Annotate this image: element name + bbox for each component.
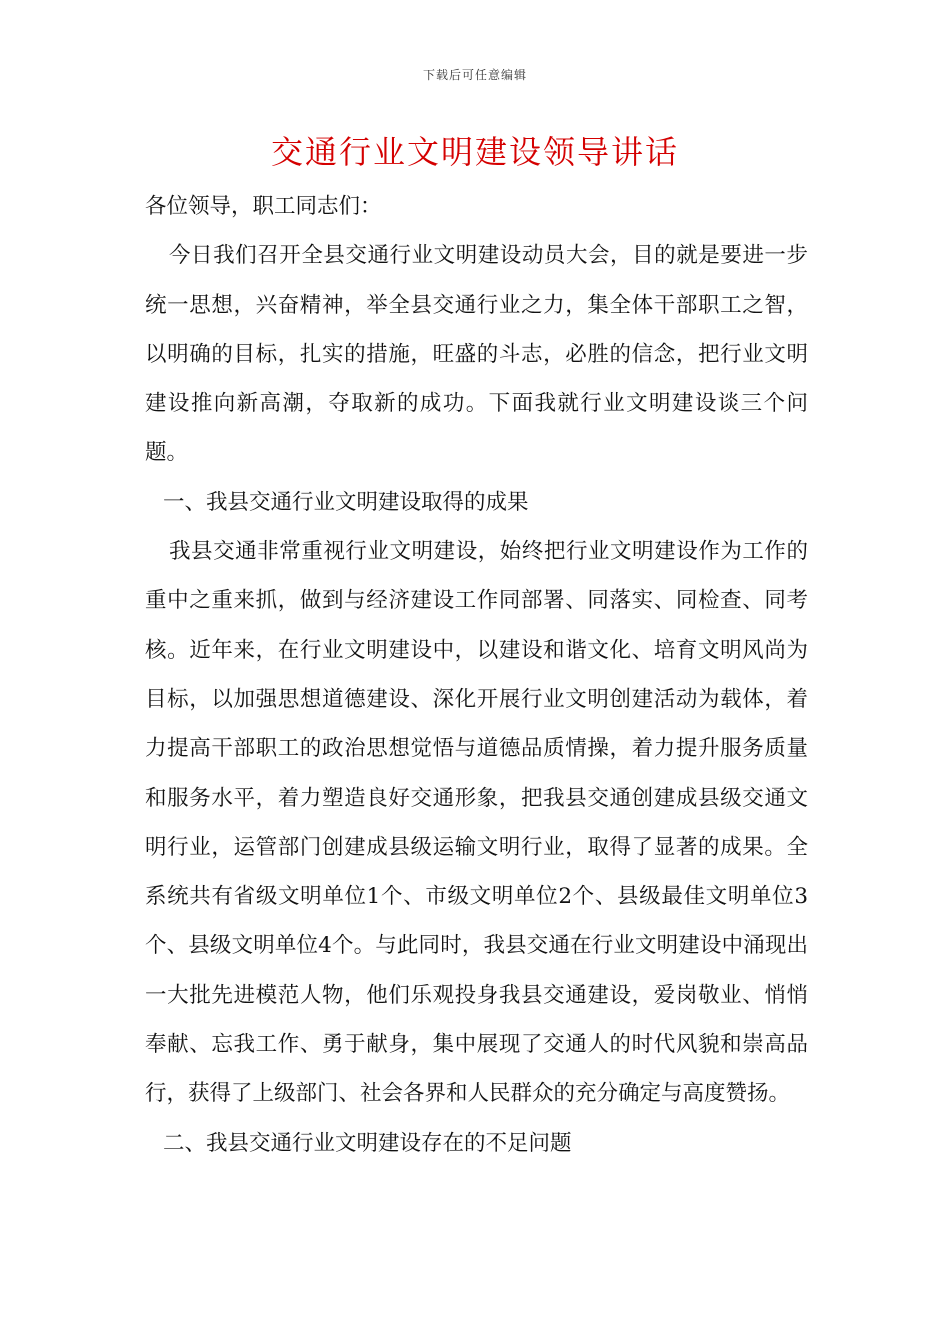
intro-paragraph: 今日我们召开全县交通行业文明建设动员大会，目的就是要进一步统一思想，兴奋精神，举全县交通行业之力，集全体干部职工之智，以明确的目标，扎实的措施，旺盛的斗志，必胜的信念，把行业文明建设推向新高潮，夺取新的成功。下面我就行业文明建设谈三个问题。 [145, 243, 808, 466]
document-body [145, 182, 808, 1168]
salutation: 各位领导，职工同志们： [145, 194, 382, 219]
section-1-paragraph: 我县交通非常重视行业文明建设，始终把行业文明建设作为工作的重中之重来抓，做到与经济建设工作同部署、同落实、同检查、同考核。近年来，在行业文明建设中，以建设和谐文化、培育文明风尚为目标，以加强思想道德建设、深化开展行业文明创建活动为载体，着力提高干部职工的政治思想觉悟与道德品质情操，着力提升服务质量和服务水平，着力塑造良好交通形象，把我县交通创建成县级交通文明行业，运管部门创建成县级运输文明行业，取得了显著的成果。全系统共有省级文明单位1个、市级文明单位2个、县级最佳文明单位3个、县级文明单位4个。与此同时，我县交通在行业文明建设中涌现出一大批先进模范人物，他们乐观投身我县交通建设，爱岗敬业、悄悄奉献、忘我工作、勇于献身，集中展现了交通人的时代风貌和崇高品行，获得了上级部门、社会各界和人民群众的充分确定与高度赞扬。 [145, 539, 808, 1107]
header-note: 下载后可任意编辑 [422, 68, 527, 82]
section-1-heading: 一、我县交通行业文明建设取得的成果 [163, 489, 529, 515]
section-2-heading: 二、我县交通行业文明建设存在的不足问题 [163, 1130, 572, 1156]
document-title: 交通行业文明建设领导讲话 [270, 133, 679, 171]
